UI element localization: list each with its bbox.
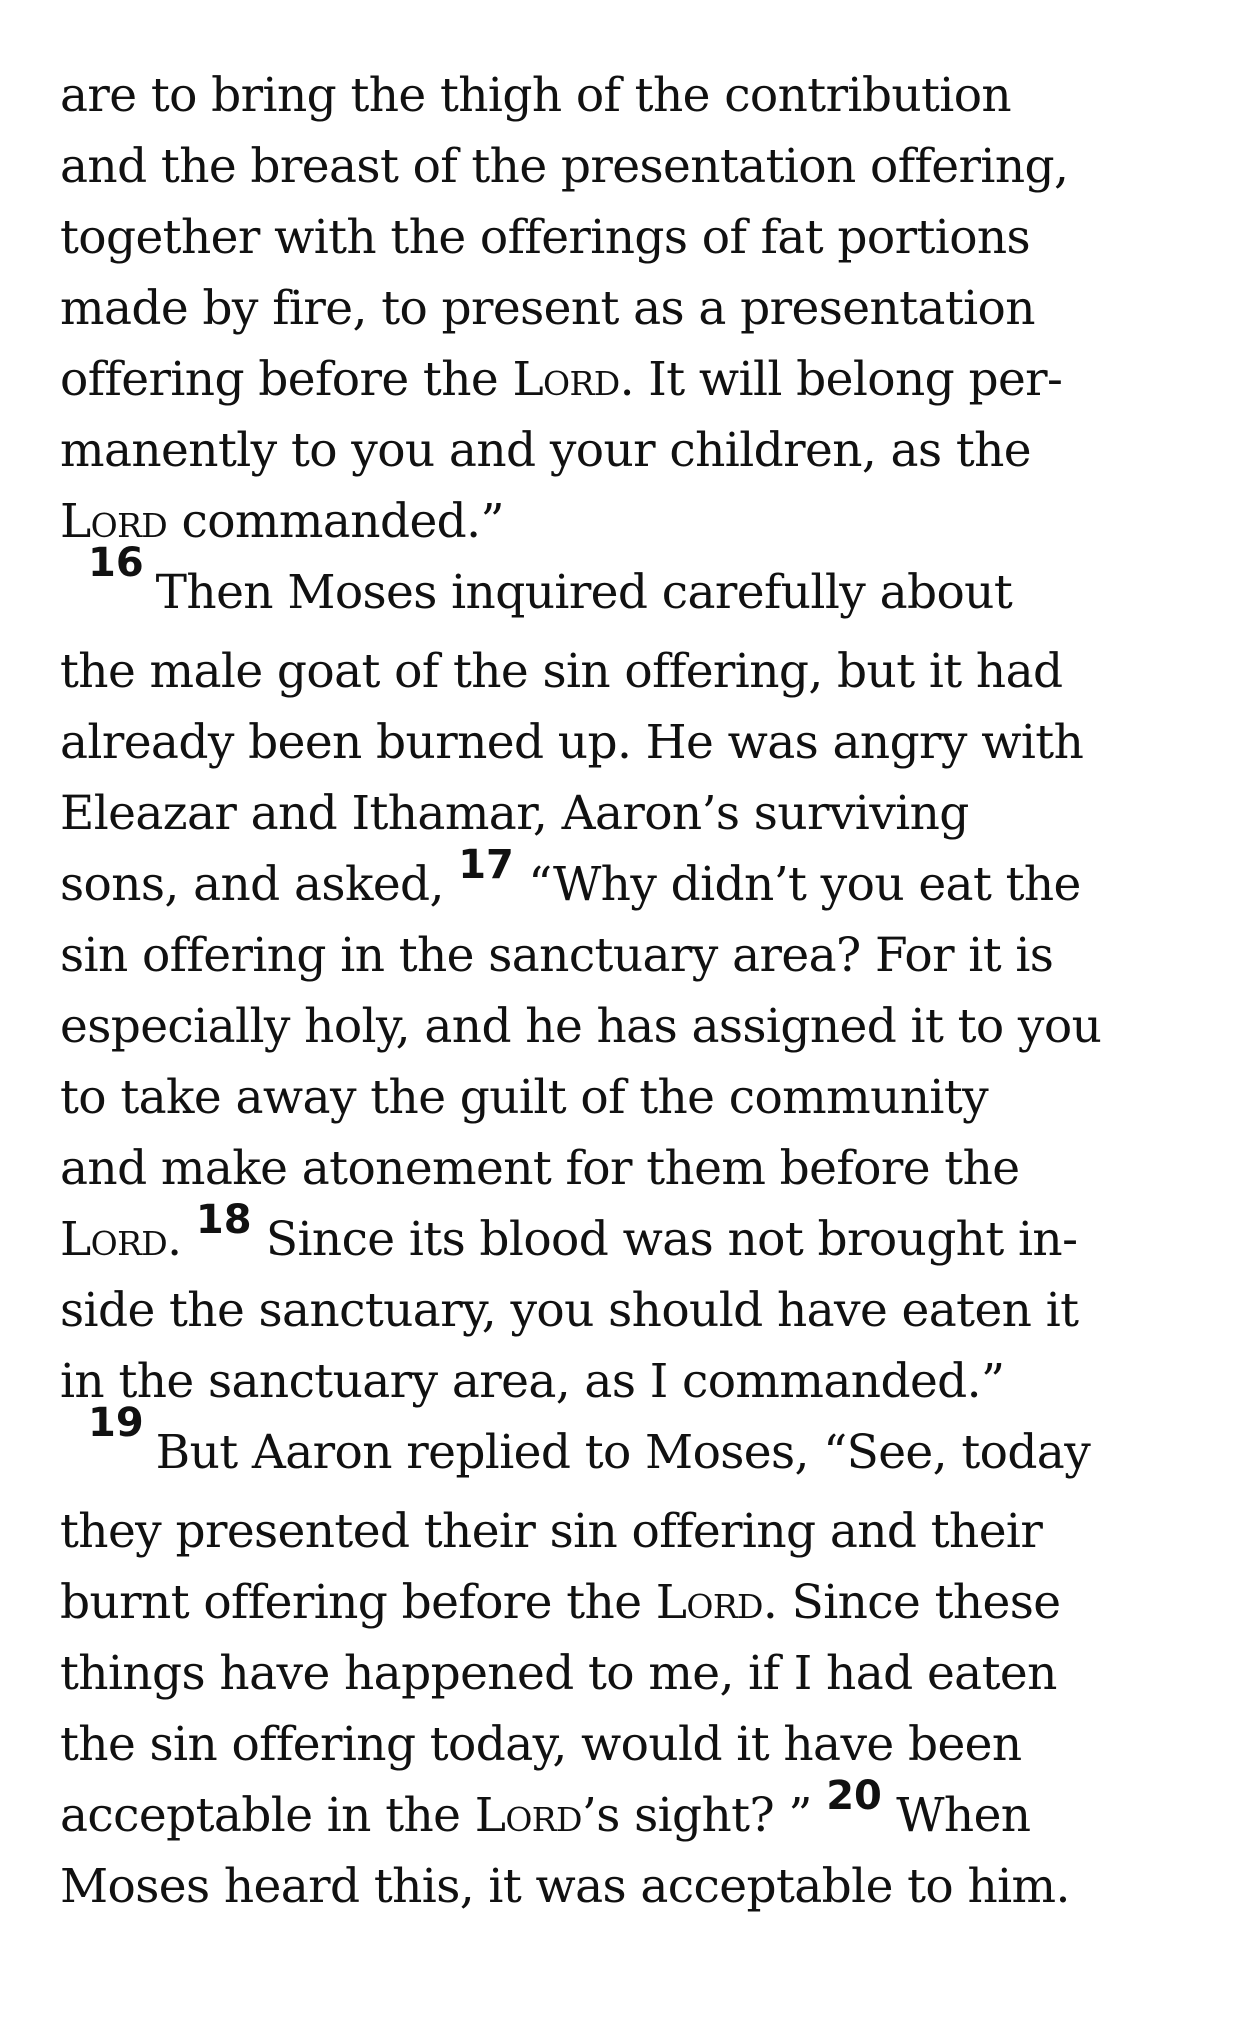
divine-name: Lord [655,1575,763,1630]
text-line: together with the offerings of fat portions [60,210,1031,265]
verse-number-16: 16 [88,540,144,586]
text-fragment: commanded.” [167,494,504,549]
text-line [60,1773,1190,1851]
text-line: are to bring the thigh of the contribution [60,68,1012,123]
text-line: they presented their sin offering and their [60,1504,1043,1559]
text-line: already been burned up. He was angry with [60,715,1084,770]
text-line: side the sanctuary, you should have eaten it [60,1283,1079,1338]
text-fragment: When [881,1788,1031,1843]
text-line [60,344,1190,415]
verse-number-20: 20 [826,1773,882,1819]
text-line: sin offering in the sanctuary area? For it is [60,928,1054,983]
verse-number-17: 17 [458,842,514,888]
text-line: made by fire, to present as a presentation [60,281,1035,336]
text-line [60,842,1190,920]
text-line [60,486,1190,557]
text-line: to take away the guilt of the community [60,1070,989,1125]
text-line [60,1197,1190,1275]
divine-name: Lord [60,1212,168,1267]
divine-name: Lord [474,1788,582,1843]
text-fragment: ’s sight? ” [581,1788,827,1843]
text-fragment: . Since these [762,1575,1061,1630]
text-line: especially holy, and he has assigned it to you [60,999,1102,1054]
text-fragment: acceptable in the [60,1788,475,1843]
text-line: and make atonement for them before the [60,1141,1020,1196]
divine-name: Lord [60,494,168,549]
text-line: the male goat of the sin offering, but it had [60,644,1063,699]
divine-name: Lord [512,352,620,407]
text-line: Moses heard this, it was acceptable to him. [60,1859,1070,1914]
text-fragment: burnt offering before the [60,1575,656,1630]
text-fragment: sons, and asked, [60,857,459,912]
text-line: things have happened to me, if I had eaten [60,1646,1057,1701]
verse-number-18: 18 [195,1197,252,1243]
text-fragment: “Why didn’t you eat the [513,857,1081,912]
text-line: manently to you and your children, as the [60,423,1032,478]
text-fragment: But Aaron replied to Moses, “See, today [155,1425,1091,1480]
text-fragment: Then Moses inquired carefully about [155,565,1013,620]
text-line [60,1567,1190,1638]
text-fragment: . It will belong per- [619,352,1063,407]
text-line [60,540,1190,636]
text-fragment: . [167,1212,196,1267]
scripture-passage [60,60,1190,1922]
text-line: Eleazar and Ithamar, Aaron’s surviving [60,786,969,841]
text-fragment: offering before the [60,352,513,407]
text-fragment: Since its blood was not brought in- [251,1212,1078,1267]
text-line: in the sanctuary area, as I commanded.” [60,1354,1005,1409]
text-line [60,1400,1190,1496]
text-line: the sin offering today, would it have been [60,1717,1022,1772]
verse-number-19: 19 [88,1400,144,1446]
text-line: and the breast of the presentation offering, [60,139,1069,194]
